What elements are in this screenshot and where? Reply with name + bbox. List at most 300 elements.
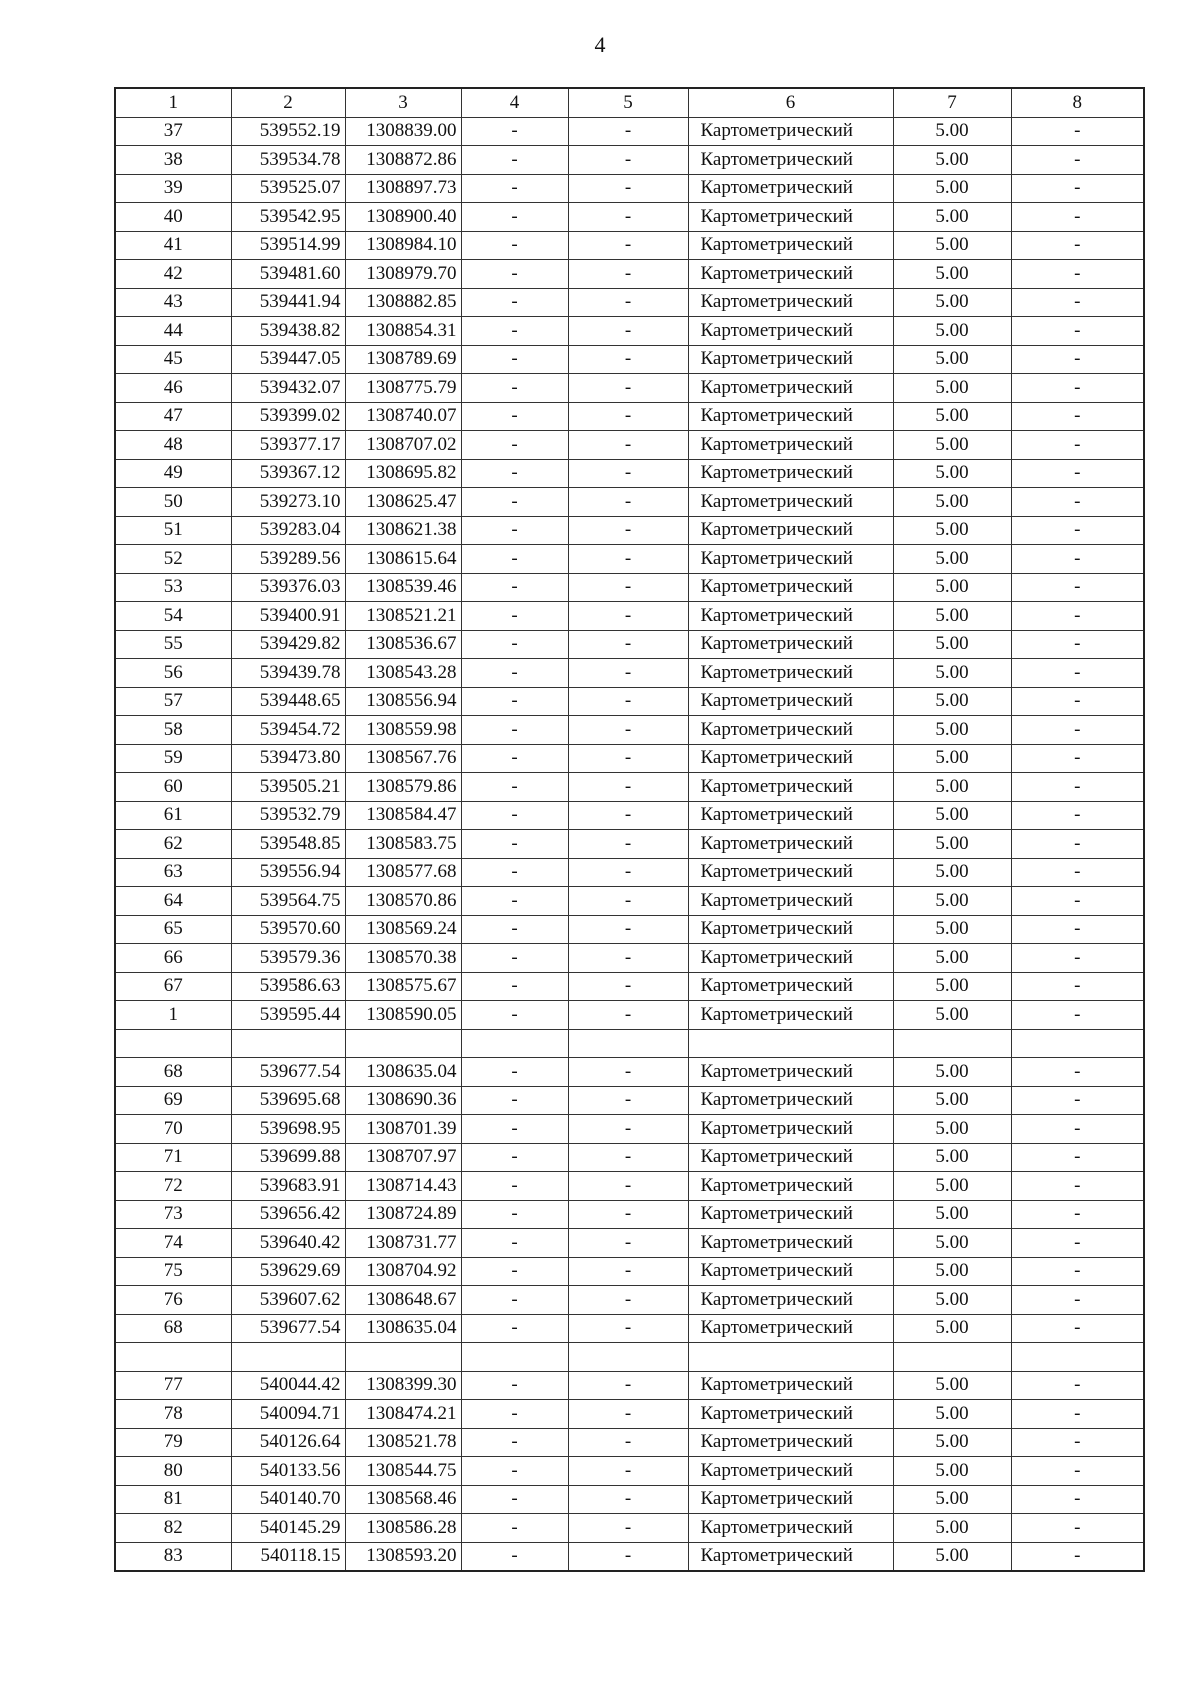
col-4-value-cell: - <box>461 203 568 232</box>
point-number-cell <box>115 1343 231 1372</box>
coord-y-cell: 1308882.85 <box>345 288 461 317</box>
table-row <box>115 516 1144 545</box>
table-row <box>115 1485 1144 1514</box>
accuracy-cell: 5.00 <box>893 630 1011 659</box>
col-5-value-cell: - <box>568 944 688 973</box>
coord-y-cell: 1308731.77 <box>345 1229 461 1258</box>
col-8-value-cell: - <box>1011 146 1144 175</box>
col-8-value-cell: - <box>1011 602 1144 631</box>
method-cell: Картометрический <box>688 944 893 973</box>
col-8-value-cell: - <box>1011 203 1144 232</box>
table-row <box>115 288 1144 317</box>
col-8-value-cell: - <box>1011 545 1144 574</box>
col-5-value-cell: - <box>568 687 688 716</box>
method-cell: Картометрический <box>688 1086 893 1115</box>
col-8-value-cell: - <box>1011 231 1144 260</box>
col-5-value-cell: - <box>568 773 688 802</box>
coord-x-cell: 539698.95 <box>231 1115 345 1144</box>
col-5-value-cell: - <box>568 488 688 517</box>
method-cell: Картометрический <box>688 402 893 431</box>
point-number-cell: 81 <box>115 1485 231 1514</box>
point-number-cell: 56 <box>115 659 231 688</box>
accuracy-cell: 5.00 <box>893 1400 1011 1429</box>
accuracy-cell: 5.00 <box>893 1457 1011 1486</box>
method-cell: Картометрический <box>688 1257 893 1286</box>
table-row <box>115 602 1144 631</box>
coord-x-cell: 540145.29 <box>231 1514 345 1543</box>
coord-x-cell: 539525.07 <box>231 174 345 203</box>
col-5-value-cell: - <box>568 744 688 773</box>
table-row <box>115 1058 1144 1087</box>
coord-x-cell: 539376.03 <box>231 573 345 602</box>
col-4-value-cell: - <box>461 887 568 916</box>
table-row <box>115 146 1144 175</box>
method-cell: Картометрический <box>688 1428 893 1457</box>
table-separator-row <box>115 1029 1144 1058</box>
coord-y-cell: 1308648.67 <box>345 1286 461 1315</box>
coord-y-cell: 1308854.31 <box>345 317 461 346</box>
col-5-value-cell: - <box>568 1286 688 1315</box>
accuracy-cell: 5.00 <box>893 374 1011 403</box>
method-cell: Картометрический <box>688 231 893 260</box>
col-4-value-cell: - <box>461 1058 568 1087</box>
accuracy-cell: 5.00 <box>893 1200 1011 1229</box>
col-5-value-cell: - <box>568 659 688 688</box>
point-number-cell: 40 <box>115 203 231 232</box>
coord-y-cell: 1308570.86 <box>345 887 461 916</box>
col-5-value-cell <box>568 1029 688 1058</box>
col-8-value-cell: - <box>1011 1371 1144 1400</box>
point-number-cell: 37 <box>115 117 231 146</box>
col-5-value-cell: - <box>568 431 688 460</box>
point-number-cell: 49 <box>115 459 231 488</box>
accuracy-cell: 5.00 <box>893 1001 1011 1030</box>
method-cell: Картометрический <box>688 659 893 688</box>
coord-x-cell: 539556.94 <box>231 858 345 887</box>
coord-x-cell: 539399.02 <box>231 402 345 431</box>
point-number-cell: 73 <box>115 1200 231 1229</box>
column-header: 1 <box>115 88 231 117</box>
coord-x-cell: 539677.54 <box>231 1314 345 1343</box>
table-row <box>115 659 1144 688</box>
col-4-value-cell: - <box>461 117 568 146</box>
col-8-value-cell: - <box>1011 573 1144 602</box>
coord-y-cell: 1308521.78 <box>345 1428 461 1457</box>
col-4-value-cell: - <box>461 1257 568 1286</box>
coord-x-cell: 539677.54 <box>231 1058 345 1087</box>
coord-y-cell: 1308839.00 <box>345 117 461 146</box>
col-4-value-cell: - <box>461 1371 568 1400</box>
accuracy-cell: 5.00 <box>893 174 1011 203</box>
accuracy-cell <box>893 1343 1011 1372</box>
coord-x-cell: 539695.68 <box>231 1086 345 1115</box>
accuracy-cell: 5.00 <box>893 1514 1011 1543</box>
coord-y-cell: 1308635.04 <box>345 1058 461 1087</box>
accuracy-cell: 5.00 <box>893 573 1011 602</box>
col-4-value-cell: - <box>461 630 568 659</box>
point-number-cell: 41 <box>115 231 231 260</box>
table-row <box>115 431 1144 460</box>
col-8-value-cell: - <box>1011 1257 1144 1286</box>
coord-x-cell: 539532.79 <box>231 801 345 830</box>
accuracy-cell: 5.00 <box>893 1229 1011 1258</box>
table-row <box>115 231 1144 260</box>
table-row <box>115 887 1144 916</box>
coord-y-cell: 1308872.86 <box>345 146 461 175</box>
col-4-value-cell: - <box>461 1485 568 1514</box>
method-cell: Картометрический <box>688 1514 893 1543</box>
col-4-value-cell: - <box>461 858 568 887</box>
column-header: 3 <box>345 88 461 117</box>
point-number-cell: 48 <box>115 431 231 460</box>
col-5-value-cell: - <box>568 1086 688 1115</box>
coord-y-cell: 1308559.98 <box>345 716 461 745</box>
col-8-value-cell: - <box>1011 117 1144 146</box>
col-4-value-cell: - <box>461 773 568 802</box>
coord-x-cell: 539564.75 <box>231 887 345 916</box>
col-4-value-cell: - <box>461 573 568 602</box>
method-cell: Картометрический <box>688 516 893 545</box>
coord-y-cell: 1308704.92 <box>345 1257 461 1286</box>
point-number-cell: 42 <box>115 260 231 289</box>
col-8-value-cell: - <box>1011 1542 1144 1571</box>
point-number-cell: 53 <box>115 573 231 602</box>
col-4-value-cell: - <box>461 972 568 1001</box>
col-4-value-cell: - <box>461 1143 568 1172</box>
col-4-value-cell: - <box>461 374 568 403</box>
col-5-value-cell: - <box>568 231 688 260</box>
point-number-cell: 57 <box>115 687 231 716</box>
coord-y-cell: 1308900.40 <box>345 203 461 232</box>
col-4-value-cell: - <box>461 146 568 175</box>
accuracy-cell: 5.00 <box>893 915 1011 944</box>
accuracy-cell: 5.00 <box>893 659 1011 688</box>
point-number-cell: 74 <box>115 1229 231 1258</box>
col-5-value-cell: - <box>568 1200 688 1229</box>
method-cell: Картометрический <box>688 431 893 460</box>
col-5-value-cell: - <box>568 858 688 887</box>
coord-y-cell: 1308567.76 <box>345 744 461 773</box>
column-header: 5 <box>568 88 688 117</box>
col-8-value-cell: - <box>1011 1143 1144 1172</box>
method-cell: Картометрический <box>688 545 893 574</box>
coord-y-cell: 1308521.21 <box>345 602 461 631</box>
accuracy-cell: 5.00 <box>893 1143 1011 1172</box>
col-8-value-cell: - <box>1011 1400 1144 1429</box>
table-row <box>115 773 1144 802</box>
coord-x-cell: 540044.42 <box>231 1371 345 1400</box>
col-5-value-cell: - <box>568 1229 688 1258</box>
col-8-value-cell: - <box>1011 374 1144 403</box>
col-8-value-cell: - <box>1011 288 1144 317</box>
point-number-cell: 1 <box>115 1001 231 1030</box>
col-8-value-cell: - <box>1011 1514 1144 1543</box>
col-4-value-cell: - <box>461 687 568 716</box>
accuracy-cell: 5.00 <box>893 1485 1011 1514</box>
coord-y-cell: 1308544.75 <box>345 1457 461 1486</box>
col-4-value-cell: - <box>461 431 568 460</box>
table-row <box>115 117 1144 146</box>
col-4-value-cell: - <box>461 602 568 631</box>
point-number-cell: 69 <box>115 1086 231 1115</box>
method-cell: Картометрический <box>688 317 893 346</box>
coord-x-cell: 539534.78 <box>231 146 345 175</box>
table-row <box>115 459 1144 488</box>
col-4-value-cell: - <box>461 1200 568 1229</box>
column-header: 4 <box>461 88 568 117</box>
col-4-value-cell: - <box>461 1001 568 1030</box>
coord-y-cell: 1308583.75 <box>345 830 461 859</box>
coord-x-cell: 539441.94 <box>231 288 345 317</box>
coordinates-table <box>114 87 1145 1572</box>
col-4-value-cell: - <box>461 288 568 317</box>
method-cell: Картометрический <box>688 117 893 146</box>
col-5-value-cell: - <box>568 1314 688 1343</box>
table-row <box>115 374 1144 403</box>
col-8-value-cell: - <box>1011 858 1144 887</box>
coord-x-cell: 539448.65 <box>231 687 345 716</box>
method-cell: Картометрический <box>688 1143 893 1172</box>
col-8-value-cell: - <box>1011 1086 1144 1115</box>
coord-x-cell: 539607.62 <box>231 1286 345 1315</box>
point-number-cell: 65 <box>115 915 231 944</box>
col-5-value-cell: - <box>568 887 688 916</box>
table-row <box>115 573 1144 602</box>
col-5-value-cell: - <box>568 630 688 659</box>
col-5-value-cell: - <box>568 573 688 602</box>
col-5-value-cell <box>568 1343 688 1372</box>
coord-y-cell: 1308695.82 <box>345 459 461 488</box>
col-4-value-cell: - <box>461 231 568 260</box>
col-4-value-cell: - <box>461 915 568 944</box>
table-row <box>115 1314 1144 1343</box>
method-cell: Картометрический <box>688 203 893 232</box>
col-8-value-cell: - <box>1011 687 1144 716</box>
coord-x-cell: 539481.60 <box>231 260 345 289</box>
coord-y-cell: 1308789.69 <box>345 345 461 374</box>
method-cell: Картометрический <box>688 488 893 517</box>
method-cell: Картометрический <box>688 1400 893 1429</box>
col-5-value-cell: - <box>568 545 688 574</box>
coord-y-cell: 1308724.89 <box>345 1200 461 1229</box>
accuracy-cell: 5.00 <box>893 972 1011 1001</box>
method-cell: Картометрический <box>688 174 893 203</box>
coord-x-cell: 539629.69 <box>231 1257 345 1286</box>
accuracy-cell: 5.00 <box>893 516 1011 545</box>
point-number-cell: 70 <box>115 1115 231 1144</box>
method-cell: Картометрический <box>688 1314 893 1343</box>
col-5-value-cell: - <box>568 117 688 146</box>
point-number-cell: 62 <box>115 830 231 859</box>
col-4-value-cell: - <box>461 1400 568 1429</box>
accuracy-cell: 5.00 <box>893 887 1011 916</box>
coord-y-cell: 1308707.02 <box>345 431 461 460</box>
col-5-value-cell: - <box>568 1058 688 1087</box>
col-5-value-cell: - <box>568 1172 688 1201</box>
col-5-value-cell: - <box>568 1457 688 1486</box>
method-cell: Картометрический <box>688 1058 893 1087</box>
col-5-value-cell: - <box>568 1542 688 1571</box>
table-row <box>115 1514 1144 1543</box>
accuracy-cell: 5.00 <box>893 431 1011 460</box>
col-8-value-cell: - <box>1011 744 1144 773</box>
point-number-cell: 67 <box>115 972 231 1001</box>
coord-y-cell: 1308593.20 <box>345 1542 461 1571</box>
method-cell <box>688 1029 893 1058</box>
table-row <box>115 1086 1144 1115</box>
method-cell: Картометрический <box>688 1001 893 1030</box>
accuracy-cell: 5.00 <box>893 1286 1011 1315</box>
table-row <box>115 1001 1144 1030</box>
coord-x-cell: 539640.42 <box>231 1229 345 1258</box>
col-5-value-cell: - <box>568 972 688 1001</box>
point-number-cell: 44 <box>115 317 231 346</box>
col-8-value-cell: - <box>1011 1172 1144 1201</box>
point-number-cell: 39 <box>115 174 231 203</box>
coord-x-cell: 540118.15 <box>231 1542 345 1571</box>
col-8-value-cell: - <box>1011 516 1144 545</box>
coord-y-cell: 1308897.73 <box>345 174 461 203</box>
coord-y-cell: 1308556.94 <box>345 687 461 716</box>
coord-y-cell: 1308399.30 <box>345 1371 461 1400</box>
col-4-value-cell: - <box>461 801 568 830</box>
col-5-value-cell: - <box>568 260 688 289</box>
coord-x-cell: 539473.80 <box>231 744 345 773</box>
table-row <box>115 716 1144 745</box>
coord-y-cell: 1308543.28 <box>345 659 461 688</box>
col-8-value-cell: - <box>1011 345 1144 374</box>
table-row <box>115 1371 1144 1400</box>
point-number-cell: 52 <box>115 545 231 574</box>
method-cell: Картометрический <box>688 915 893 944</box>
point-number-cell: 63 <box>115 858 231 887</box>
col-8-value-cell: - <box>1011 630 1144 659</box>
coord-x-cell: 539548.85 <box>231 830 345 859</box>
accuracy-cell: 5.00 <box>893 203 1011 232</box>
table-row <box>115 801 1144 830</box>
table-row <box>115 915 1144 944</box>
point-number-cell: 80 <box>115 1457 231 1486</box>
coord-x-cell: 540126.64 <box>231 1428 345 1457</box>
point-number-cell: 55 <box>115 630 231 659</box>
coord-x-cell: 540094.71 <box>231 1400 345 1429</box>
point-number-cell: 46 <box>115 374 231 403</box>
coord-x-cell: 539273.10 <box>231 488 345 517</box>
col-5-value-cell: - <box>568 203 688 232</box>
table-row <box>115 1542 1144 1571</box>
coord-x-cell <box>231 1343 345 1372</box>
accuracy-cell <box>893 1029 1011 1058</box>
point-number-cell: 38 <box>115 146 231 175</box>
coord-x-cell: 539656.42 <box>231 1200 345 1229</box>
col-4-value-cell: - <box>461 1286 568 1315</box>
coord-y-cell: 1308577.68 <box>345 858 461 887</box>
coord-x-cell: 539505.21 <box>231 773 345 802</box>
coord-y-cell <box>345 1343 461 1372</box>
table-row <box>115 830 1144 859</box>
method-cell: Картометрический <box>688 288 893 317</box>
col-5-value-cell: - <box>568 1143 688 1172</box>
col-4-value-cell: - <box>461 516 568 545</box>
table-row <box>115 174 1144 203</box>
method-cell: Картометрический <box>688 630 893 659</box>
coord-x-cell: 539595.44 <box>231 1001 345 1030</box>
point-number-cell: 64 <box>115 887 231 916</box>
coord-x-cell: 539699.88 <box>231 1143 345 1172</box>
coord-x-cell: 539447.05 <box>231 345 345 374</box>
method-cell: Картометрический <box>688 345 893 374</box>
coord-x-cell: 539683.91 <box>231 1172 345 1201</box>
col-4-value-cell: - <box>461 1542 568 1571</box>
method-cell: Картометрический <box>688 1286 893 1315</box>
col-4-value-cell: - <box>461 1086 568 1115</box>
col-5-value-cell: - <box>568 602 688 631</box>
coord-y-cell: 1308615.64 <box>345 545 461 574</box>
col-4-value-cell: - <box>461 317 568 346</box>
accuracy-cell: 5.00 <box>893 1542 1011 1571</box>
col-4-value-cell: - <box>461 174 568 203</box>
col-5-value-cell: - <box>568 1257 688 1286</box>
table-row <box>115 744 1144 773</box>
col-4-value-cell: - <box>461 345 568 374</box>
page-number: 4 <box>594 32 606 57</box>
method-cell: Картометрический <box>688 1200 893 1229</box>
accuracy-cell: 5.00 <box>893 773 1011 802</box>
col-5-value-cell: - <box>568 288 688 317</box>
accuracy-cell: 5.00 <box>893 146 1011 175</box>
col-5-value-cell: - <box>568 317 688 346</box>
col-5-value-cell: - <box>568 1371 688 1400</box>
coord-x-cell: 539400.91 <box>231 602 345 631</box>
coord-y-cell: 1308707.97 <box>345 1143 461 1172</box>
coord-y-cell: 1308621.38 <box>345 516 461 545</box>
coord-y-cell: 1308714.43 <box>345 1172 461 1201</box>
coordinates-table-body <box>115 88 1144 1571</box>
col-4-value-cell: - <box>461 402 568 431</box>
coord-x-cell: 539542.95 <box>231 203 345 232</box>
col-5-value-cell: - <box>568 1400 688 1429</box>
col-8-value-cell: - <box>1011 1001 1144 1030</box>
method-cell: Картометрический <box>688 716 893 745</box>
point-number-cell <box>115 1029 231 1058</box>
col-8-value-cell: - <box>1011 459 1144 488</box>
col-8-value-cell: - <box>1011 317 1144 346</box>
coord-y-cell: 1308539.46 <box>345 573 461 602</box>
column-header: 8 <box>1011 88 1144 117</box>
col-4-value-cell: - <box>461 1514 568 1543</box>
point-number-cell: 51 <box>115 516 231 545</box>
accuracy-cell: 5.00 <box>893 716 1011 745</box>
coord-y-cell: 1308740.07 <box>345 402 461 431</box>
col-8-value-cell: - <box>1011 174 1144 203</box>
col-8-value-cell: - <box>1011 260 1144 289</box>
accuracy-cell: 5.00 <box>893 288 1011 317</box>
coord-y-cell: 1308568.46 <box>345 1485 461 1514</box>
col-8-value-cell <box>1011 1343 1144 1372</box>
coord-x-cell: 539579.36 <box>231 944 345 973</box>
col-4-value-cell: - <box>461 545 568 574</box>
coord-x-cell: 539367.12 <box>231 459 345 488</box>
method-cell: Картометрический <box>688 1229 893 1258</box>
method-cell: Картометрический <box>688 801 893 830</box>
col-4-value-cell: - <box>461 716 568 745</box>
table-row <box>115 1257 1144 1286</box>
table-row <box>115 1172 1144 1201</box>
table-row <box>115 1229 1144 1258</box>
coord-x-cell: 539439.78 <box>231 659 345 688</box>
coord-x-cell: 539570.60 <box>231 915 345 944</box>
coord-y-cell: 1308984.10 <box>345 231 461 260</box>
